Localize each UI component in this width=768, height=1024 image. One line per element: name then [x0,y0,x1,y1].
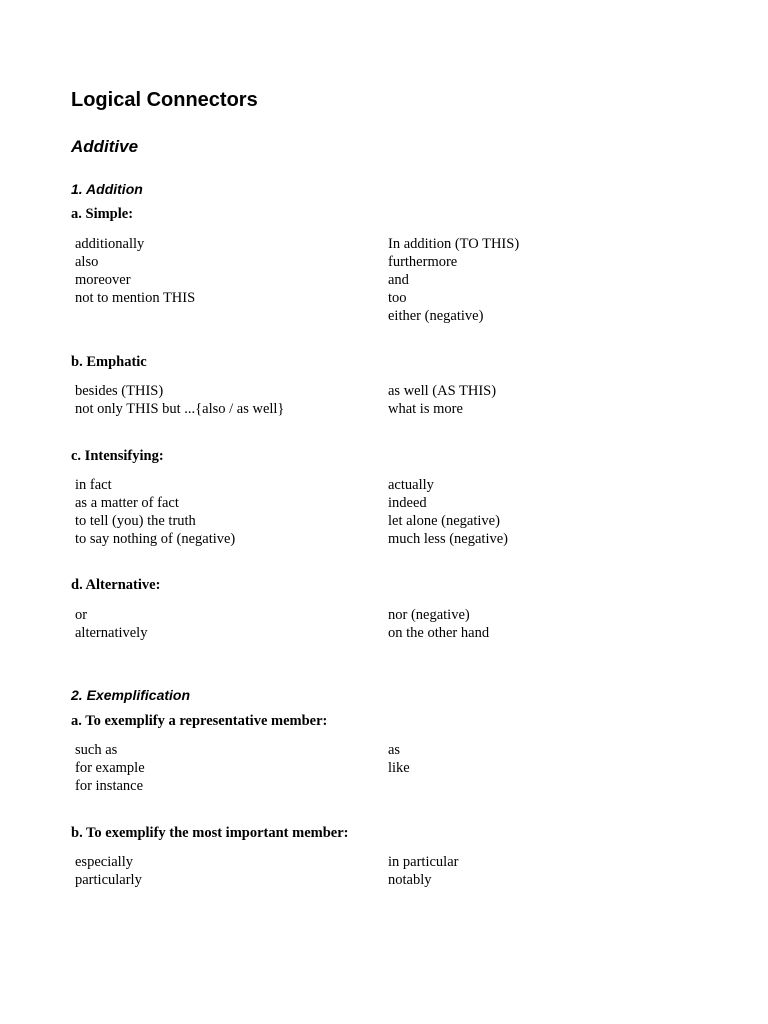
document-title: Logical Connectors [71,89,258,111]
emphatic-left-list [75,382,284,418]
list-item: nor (negative) [388,607,470,623]
list-item: moreover [75,272,131,288]
list-item: as well (AS THIS) [388,383,497,399]
subsection-heading-alternative: d. Alternative: [71,577,161,593]
list-item: like [388,760,410,776]
list-item: additionally [75,236,145,252]
representative-right-list [388,741,410,777]
list-item: let alone (negative) [388,513,500,529]
simple-right-list [388,235,519,325]
intensifying-left-list [75,476,235,548]
subsection-heading-simple: a. Simple: [71,206,134,222]
subsection-heading-representative: a. To exemplify a representative member: [71,713,328,729]
list-item: for instance [75,778,144,794]
list-item: and [388,272,409,288]
representative-left-list [75,741,145,795]
list-item: not to mention THIS [75,290,196,306]
list-item: to tell (you) the truth [75,513,196,529]
list-item: furthermore [388,254,458,270]
subsection-heading-most-important: b. To exemplify the most important member: [71,825,349,841]
list-item: also [75,254,99,270]
list-item: too [388,290,407,306]
list-item: to say nothing of (negative) [75,531,236,547]
list-item: notably [388,872,432,888]
list-item: especially [75,854,133,870]
section-heading-exemplification: 2. Exemplification [71,687,191,703]
list-item: besides (THIS) [75,383,164,399]
list-item: or [75,607,88,623]
list-item: In addition (TO THIS) [388,236,520,252]
most-important-right-list [388,853,458,889]
list-item: actually [388,477,434,493]
list-item: as a matter of fact [75,495,179,511]
list-item: alternatively [75,625,148,641]
subsection-heading-intensifying: c. Intensifying: [71,448,164,464]
list-item: particularly [75,872,142,888]
list-item: what is more [388,401,463,417]
emphatic-right-list [388,382,496,418]
list-item: not only THIS but ...{also / as well} [75,401,285,417]
alternative-right-list [388,606,489,642]
list-item: in fact [75,477,112,493]
subsection-heading-emphatic: b. Emphatic [71,354,147,370]
alternative-left-list [75,606,147,642]
most-important-left-list [75,853,142,889]
category-heading: Additive [71,137,139,156]
list-item: much less (negative) [388,531,508,547]
intensifying-right-list [388,476,508,548]
list-item: for example [75,760,145,776]
simple-left-list [75,235,195,307]
list-item: indeed [388,495,427,511]
list-item: on the other hand [388,625,490,641]
list-item: in particular [388,854,459,870]
list-item: as [388,742,401,758]
list-item: either (negative) [388,308,484,324]
list-item: such as [75,742,118,758]
section-heading-addition: 1. Addition [71,181,143,197]
